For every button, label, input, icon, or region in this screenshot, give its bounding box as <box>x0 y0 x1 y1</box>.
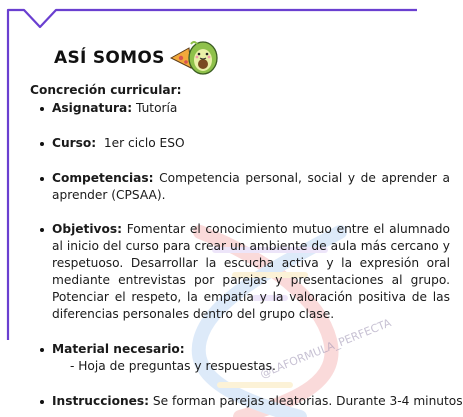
item-text: 1er ciclo ESO <box>96 136 185 150</box>
list-item-objetivos <box>30 221 450 323</box>
item-label: Competencias: <box>52 171 154 185</box>
item-label: Asignatura: <box>52 101 133 115</box>
item-text: Fomentar el conocimiento mutuo entre el alumnado al inicio del curso para crear un ambiente de aula más cercano y respetuoso. Desarrollar la escucha activa y la expresión oral mediante entrevistas por parejas y presentaciones al grupo. Potenciar el respeto, la empatía y la valoración positiva de las diferencias personales dentro del grupo clase. <box>52 222 450 321</box>
item-text: Se forman parejas aleatorias. Durante 3-4 minutos <box>149 394 463 408</box>
list-item-competencias <box>30 170 450 204</box>
watermark-text: @LAFORMULA_PERFECTA <box>258 316 393 381</box>
section-title: Concreción curricular: <box>30 83 182 97</box>
item-text: Competencia personal, social y de aprender a aprender (CPSAA). <box>52 171 450 202</box>
criteria-list <box>30 100 463 410</box>
item-label: Curso: <box>52 136 97 150</box>
page-title: ASÍ SOMOS <box>54 48 165 68</box>
curricular-content <box>30 82 463 410</box>
material-sub-item: - Hoja de preguntas y respuestas. <box>70 359 276 373</box>
list-item-instrucciones <box>30 393 463 410</box>
item-label: Instrucciones: <box>52 394 150 408</box>
item-label: Objetivos: <box>52 222 122 236</box>
list-item-curso <box>30 135 450 152</box>
item-label: Material necesario: <box>52 342 185 356</box>
list-item-material <box>30 341 450 375</box>
avocado-pizza-illustration <box>169 36 221 80</box>
list-item-asignatura <box>30 100 450 117</box>
item-text: Tutoría <box>132 101 178 115</box>
header <box>54 40 221 76</box>
